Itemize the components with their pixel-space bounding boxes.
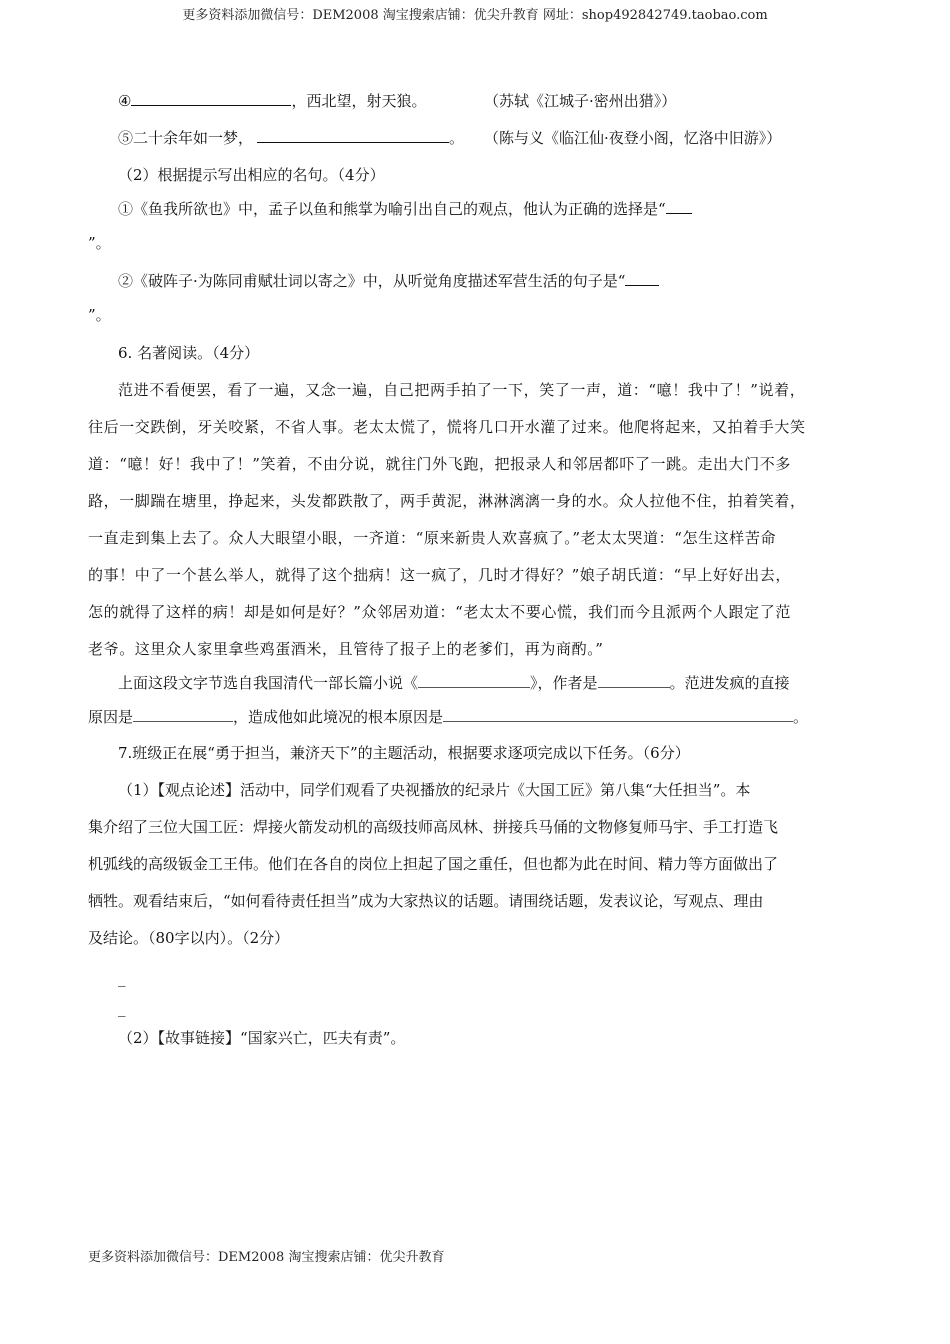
passage-line: 怎的就得了这样的病！却是如何是好？”众邻居劝道：“老太太不要心慌，我们而今且派两个人跟定了范: [88, 603, 791, 621]
q5-item4-text: ，西北望，射天狼。: [291, 92, 427, 110]
q5-item5-blank[interactable]: [257, 124, 449, 143]
q5-item4-blank[interactable]: [131, 87, 291, 106]
passage-line: 老爷。这里众人家里拿些鸡蛋酒米，且管待了报子上的老爹们，再为商酌。”: [88, 640, 604, 658]
q7-title: 7.班级正在展“勇于担当，兼济天下”的主题活动，根据要求逐项完成以下任务。（6分）: [118, 744, 690, 762]
q6-question-text-c: 。范进发疯的直接: [669, 674, 790, 692]
q5-item5: [88, 123, 862, 160]
passage-line: 一直走到集上去了。众人大眼望小眼，一齐道：“原来新贵人欢喜疯了。”老太太哭道：“怎生这样苦命: [88, 529, 777, 547]
novel-title-blank[interactable]: [418, 669, 530, 688]
q5-sub2-item1-text: ①《鱼我所欲也》中，孟子以鱼和熊掌为喻引出自己的观点，他认为正确的选择是“: [118, 200, 666, 218]
answer-blank-1[interactable]: _: [118, 969, 126, 987]
q5-sub2-title: （2）根据提示写出相应的名句。（4分）: [118, 166, 385, 184]
q7-sub1-line: 牺牲。观看结束后，“如何看待责任担当”成为大家热议的话题。请围绕话题，发表议论，写观点、理由: [88, 892, 764, 910]
q5-sub2-item1-blank[interactable]: [666, 199, 692, 214]
page-header: 更多资料添加微信号：DEM2008 淘宝搜索店铺：优尖升教育 网址：shop492842749.taobao.com: [182, 8, 768, 23]
q5-sub2-item2-close: ”。: [88, 306, 111, 324]
passage-line: 路，一脚踹在塘里，挣起来，头发都跌散了，两手黄泥，淋淋漓漓一身的水。众人拉他不住，拍着笑着，: [88, 492, 806, 510]
passage-line: 范进不看便罢，看了一遍，又念一遍，自己把两手拍了一下，笑了一声，道：“噫！我中了！”说着，: [118, 381, 806, 399]
root-cause-blank[interactable]: [443, 703, 793, 722]
q5-item5-end: 。: [449, 129, 465, 147]
q7-sub1-line: 机弧线的高级钣金工王伟。他们在各自的岗位上担起了国之重任，但也都为此在时间、精力等方面做出了: [88, 855, 779, 873]
q5-item4-source: （苏轼《江城子·密州出猎》）: [484, 92, 677, 110]
q7-sub1-line: 集介绍了三位大国工匠：焊接火箭发动机的高级技师高凤林、拼接兵马俑的文物修复师马宇、手工打造飞: [88, 818, 779, 836]
document-body: [88, 86, 862, 1060]
q5-sub2-item1-close: ”。: [88, 234, 111, 252]
q5-item4-prefix: ④: [118, 92, 132, 110]
q6-question-text-a: 上面这段文字节选自我国清代一部长篇小说《: [118, 674, 419, 692]
q6-question-text-d: 原因是: [88, 708, 134, 726]
passage-line: 往后一交跌倒，牙关咬紧，不省人事。老太太慌了，慌将几口开水灌了过来。他爬将起来，又拍着手大笑: [88, 418, 806, 436]
q6-title: 6. 名著阅读。（4分）: [118, 344, 260, 362]
q7-sub1-line: 及结论。（80字以内）。（2分）: [88, 929, 290, 947]
q6-question-text-f: 。: [793, 708, 809, 726]
q5-sub2-item2-blank[interactable]: [625, 271, 659, 286]
q7-sub2: （2）【故事链接】“国家兴亡，匹夫有责”。: [118, 1029, 406, 1047]
direct-cause-blank[interactable]: [133, 703, 233, 722]
q6-question-text-e: ，造成他如此境况的根本原因是: [233, 708, 444, 726]
answer-blank-2[interactable]: _: [118, 999, 126, 1017]
q7-sub1-line: （1）【观点论述】活动中，同学们观看了央视播放的纪录片《大国工匠》第八集“大任担当”。本: [118, 781, 751, 799]
page-footer: 更多资料添加微信号：DEM2008 淘宝搜索店铺：优尖升教育: [88, 1250, 445, 1265]
q5-sub2-item1: [88, 194, 862, 228]
q5-item5-text: ⑤二十余年如一梦，: [118, 129, 254, 147]
q5-sub2-item2-text: ②《破阵子·为陈同甫赋壮词以寄之》中，从听觉角度描述军营生活的句子是“: [118, 272, 626, 290]
q6-question-line2: [88, 702, 862, 738]
passage-line: 道：“噫！好！我中了！”笑着，不由分说，就往门外飞跑，把报录人和邻居都吓了一跳。走出大门不多: [88, 455, 791, 473]
passage-line: 的事！中了一个甚么举人，就得了这个拙病！这一疯了，几时才得好？”娘子胡氏道：“早上好好出去，: [88, 566, 791, 584]
q5-sub2-item2: [88, 266, 862, 300]
q7-sub1: [88, 772, 862, 957]
q6-question-line1: [88, 668, 862, 702]
author-blank[interactable]: [598, 669, 670, 688]
q6-passage: [88, 372, 862, 668]
q6-question-text-b: 》，作者是: [530, 674, 598, 692]
q5-item4: [88, 86, 862, 123]
q5-item5-source: （陈与义《临江仙·夜登小阁，忆洛中旧游》）: [484, 129, 782, 147]
